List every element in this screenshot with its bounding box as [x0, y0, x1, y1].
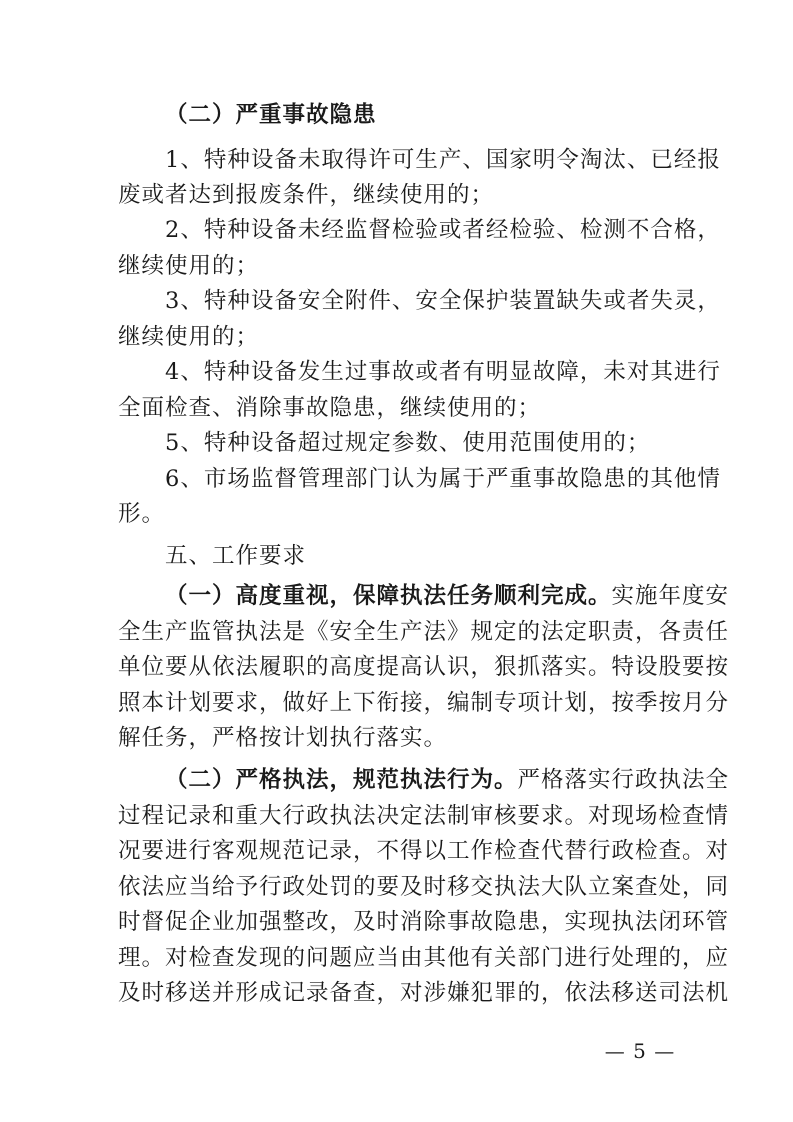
req-2-line-3: 况要进行客观规范记录，不得以工作检查代替行政检查。对 — [118, 838, 730, 864]
req-1-line-4: 照本计划要求，做好上下衔接，编制专项计划，按季按月分 — [118, 690, 730, 716]
req-2-line-2: 过程记录和重大行政执法决定法制审核要求。对现场检查情 — [118, 803, 730, 829]
section-5-heading: 五、工作要求 — [165, 543, 307, 569]
item-1-line-2: 废或者达到报废条件，继续使用的； — [118, 182, 495, 208]
item-5-line-1: 5、特种设备超过规定参数、使用范围使用的； — [165, 430, 651, 456]
req-2-line-7: 及时移送并形成记录备查，对涉嫌犯罪的，依法移送司法机 — [118, 980, 730, 1006]
req-1-line-1 — [165, 578, 730, 614]
item-3-line-1: 3、特种设备安全附件、安全保护装置缺失或者失灵， — [165, 288, 721, 314]
item-4-line-1: 4、特种设备发生过事故或者有明显故障，未对其进行 — [165, 359, 721, 385]
req-2-line-6: 理。对检查发现的问题应当由其他有关部门进行处理的，应 — [118, 945, 730, 971]
item-2-line-1: 2、特种设备未经监督检验或者经检验、检测不合格， — [165, 217, 721, 243]
req-2-line-1 — [165, 762, 730, 798]
item-1-line-1: 1、特种设备未取得许可生产、国家明令淘汰、已经报 — [165, 147, 721, 173]
req-2-line-5: 时督促企业加强整改，及时消除事故隐患，实现执法闭环管 — [118, 909, 730, 935]
item-4-line-2: 全面检查、消除事故隐患，继续使用的； — [118, 395, 542, 421]
req-2-bold-lead: （二）严格执法，规范执法行为。 — [165, 767, 518, 793]
page-number: — 5 — — [604, 1039, 676, 1063]
item-2-line-2: 继续使用的； — [118, 253, 260, 279]
item-6-line-2: 形。 — [118, 501, 166, 527]
item-6-line-1: 6、市场监督管理部门认为属于严重事故隐患的其他情 — [165, 466, 721, 492]
req-1-bold-lead: （一）高度重视，保障执法任务顺利完成。 — [165, 583, 612, 609]
req-2-line-4: 依法应当给予行政处罚的要及时移交执法大队立案查处，同 — [118, 874, 730, 900]
section-heading-serious-hazards: （二）严重事故隐患 — [165, 102, 377, 128]
req-1-line-1-rest: 实施年度安 — [611, 583, 730, 609]
item-3-line-2: 继续使用的； — [118, 324, 260, 350]
req-2-line-1-rest: 严格落实行政执法全 — [517, 767, 730, 793]
req-1-line-2: 全生产监管执法是《安全生产法》规定的法定职责，各责任 — [118, 619, 730, 645]
req-1-line-5: 解任务，严格按计划执行落实。 — [118, 725, 448, 751]
req-1-line-3: 单位要从依法履职的高度提高认识，狠抓落实。特设股要按 — [118, 654, 730, 680]
